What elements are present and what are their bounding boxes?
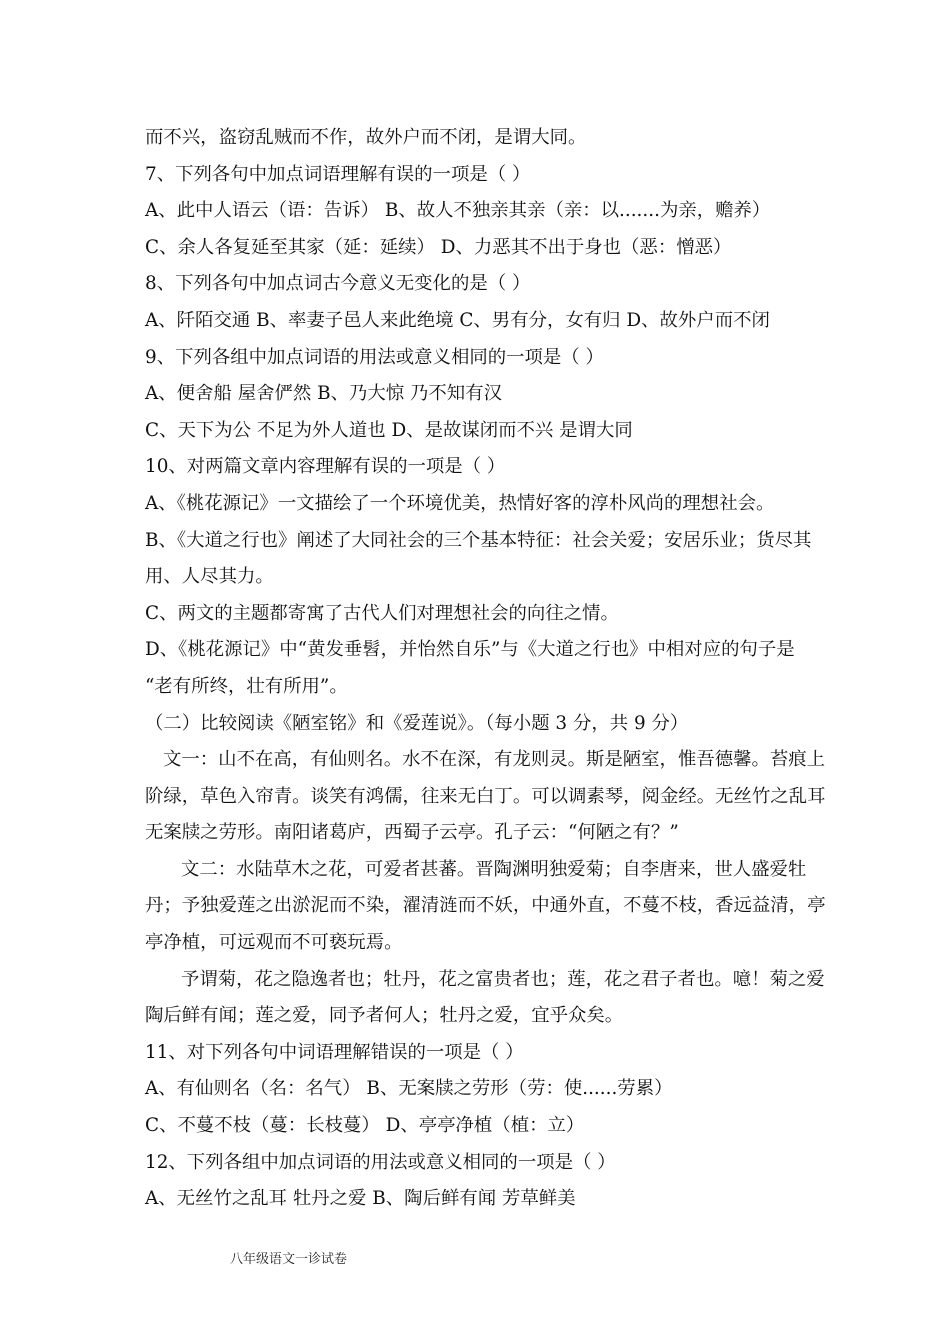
passage-1-line-2: 阶绿，草色入帘青。谈笑有鸿儒，往来无白丁。可以调素琴，阅金经。无丝竹之乱耳 <box>145 785 826 807</box>
question-7-options-cd: C、余人各复延至其家（延：延续） D、力恶其不出于身也（恶：憎恶） <box>145 236 732 258</box>
passage-2-line-3: 亭净植，可远观而不可亵玩焉。 <box>145 932 403 954</box>
text-line-1: 而不兴，盗窃乱贼而不作，故外户而不闭，是谓大同。 <box>145 127 587 148</box>
question-10-option-d: D、《桃花源记》中“黄发垂髫，并怡然自乐”与《大道之行也》中相对应的句子是 <box>145 639 795 661</box>
question-10-stem: 10、对两篇文章内容理解有误的一项是（ ） <box>145 456 506 478</box>
question-10-option-a: A、《桃花源记》一文描绘了一个环境优美，热情好客的淳朴风尚的理想社会。 <box>145 492 775 514</box>
question-8-stem: 8、下列各句中加点词古今意义无变化的是（ ） <box>145 273 531 295</box>
passage-2-line-1: 文二：水陆草木之花，可爱者甚蕃。晋陶渊明独爱菊；自李唐来，世人盛爱牡 <box>181 858 807 880</box>
exam-page-body <box>145 120 826 1218</box>
question-10-option-c: C、两文的主题都寄寓了古代人们对理想社会的向往之情。 <box>145 602 619 624</box>
passage-2-line-2: 丹；予独爱莲之出淤泥而不染，濯清涟而不妖，中通外直，不蔓不枝，香远益清，亭 <box>145 895 826 917</box>
passage-1-line-1: 文一：山不在高，有仙则名。水不在深，有龙则灵。斯是陋室，惟吾德馨。苔痕上 <box>163 749 826 771</box>
question-9-options-ab: A、便舍船 屋舍俨然 B、乃大惊 乃不知有汉 <box>145 383 502 405</box>
section-heading: （二）比较阅读《陋室铭》和《爱莲说》。（每小题 3 分，共 9 分） <box>145 712 689 734</box>
question-11-options-cd: C、不蔓不枝（蔓：长枝蔓） D、亭亭净植（植：立） <box>145 1115 585 1137</box>
page-footer: 八年级语文一诊试卷 <box>230 1252 348 1267</box>
question-7-options-ab: A、此中人语云（语：告诉） B、故人不独亲其亲（亲：以.......为亲，赡养） <box>145 200 771 222</box>
question-11-stem: 11、对下列各句中词语理解错误的一项是（ ） <box>145 1041 524 1063</box>
question-10-option-b: B、《大道之行也》阐述了大同社会的三个基本特征：社会关爱；安居乐业；货尽其 <box>145 529 812 551</box>
question-10-option-d-cont: “老有所终，壮有所用”。 <box>145 675 348 697</box>
question-7-stem: 7、下列各句中加点词语理解有误的一项是（ ） <box>145 163 531 185</box>
question-11-options-ab: A、有仙则名（名：名气） B、无案牍之劳形（劳：使......劳累） <box>145 1078 673 1100</box>
question-12-stem: 12、下列各组中加点词语的用法或意义相同的一项是（ ） <box>145 1151 616 1173</box>
question-9-stem: 9、下列各组中加点词语的用法或意义相同的一项是（ ） <box>145 346 604 368</box>
passage-1-line-3: 无案牍之劳形。南阳诸葛庐，西蜀子云亭。孔子云：“何陋之有？” <box>145 822 679 844</box>
passage-2-line-4: 予谓菊，花之隐逸者也；牡丹，花之富贵者也；莲，花之君子者也。噫！菊之爱 <box>181 968 825 990</box>
passage-2-line-5: 陶后鲜有闻；莲之爱，同予者何人；牡丹之爱，宜乎众矣。 <box>145 1005 624 1027</box>
question-12-options-ab: A、无丝竹之乱耳 牡丹之爱 B、陶后鲜有闻 芳草鲜美 <box>145 1188 576 1210</box>
question-8-options: A、阡陌交通 B、率妻子邑人来此绝境 C、男有分，女有归 D、故外户而不闭 <box>145 309 770 331</box>
question-9-options-cd: C、天下为公 不足为外人道也 D、是故谋闭而不兴 是谓大同 <box>145 419 633 441</box>
question-10-option-b-cont: 用、人尽其力。 <box>145 566 274 588</box>
